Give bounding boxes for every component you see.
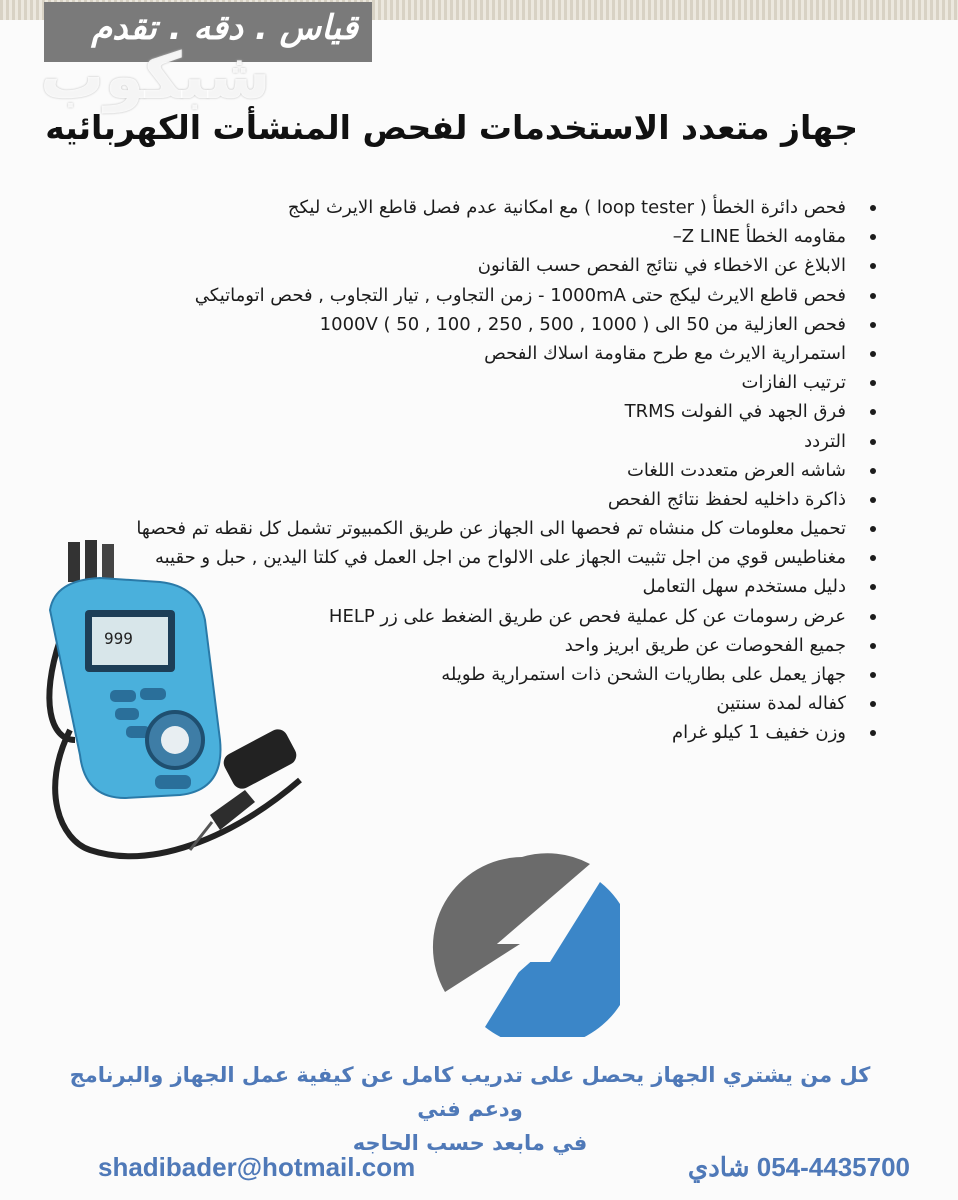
feature-item <box>116 251 876 280</box>
bullet-icon <box>870 234 876 240</box>
bullet-icon <box>870 205 876 211</box>
device-button <box>110 690 136 702</box>
feature-item <box>116 514 876 543</box>
feature-text: فحص دائرة الخطأ ( loop tester ) مع امكانية عدم فصل قاطع الايرث ليكج <box>287 197 846 218</box>
contact-phone[interactable]: 054-4435700 شادي <box>687 1152 910 1182</box>
dial-knob <box>161 726 189 754</box>
tagline-text: قياس . دقه . تقدم <box>91 8 358 48</box>
feature-text: فرق الجهد في الفولت TRMS <box>624 401 846 423</box>
feature-text: ترتيب الفازات <box>741 372 846 394</box>
bullet-icon <box>870 701 876 707</box>
company-logo <box>425 852 620 1037</box>
device-button <box>155 775 191 789</box>
feature-item <box>116 339 876 368</box>
bullet-icon <box>870 643 876 649</box>
feature-item <box>116 397 876 426</box>
training-line-2: في مابعد حسب الحاجه <box>352 1131 588 1155</box>
top-connector <box>68 542 80 582</box>
contact-email[interactable]: shadibader@hotmail.com <box>98 1152 416 1182</box>
tester-device-image <box>30 540 330 860</box>
device-button <box>140 688 166 700</box>
feature-item <box>116 368 876 397</box>
feature-text: جهاز يعمل على بطاريات الشحن ذات استمرارية طويله <box>441 664 846 685</box>
feature-text: فحص قاطع الايرث ليكج حتى 1000mA - زمن التجاوب , تيار التجاوب , فحص اتوماتيكي <box>194 284 846 306</box>
bullet-icon <box>870 380 876 386</box>
feature-text: دليل مستخدم سهل التعامل <box>642 576 846 598</box>
bullet-icon <box>870 526 876 532</box>
bullet-icon <box>870 614 876 620</box>
bullet-icon <box>870 409 876 415</box>
feature-item <box>116 222 876 251</box>
bullet-icon <box>870 730 876 736</box>
bullet-icon <box>870 322 876 328</box>
bullet-icon <box>870 497 876 503</box>
feature-item <box>116 281 876 310</box>
feature-item <box>116 456 876 485</box>
training-note <box>40 1058 900 1160</box>
feature-item <box>116 485 876 514</box>
feature-text: مغناطيس قوي من اجل تثبيت الجهاز على الالواح من اجل العمل في كلتا اليدين , حبل و حقيبه <box>154 547 846 569</box>
feature-item <box>116 310 876 339</box>
bullet-icon <box>870 293 876 299</box>
screen-reading: 999 <box>104 629 133 648</box>
feature-text: التردد <box>804 430 846 452</box>
bullet-icon <box>870 439 876 445</box>
test-probe <box>220 726 300 792</box>
feature-text: كفاله لمدة سنتين <box>716 693 846 715</box>
feature-text: تحميل معلومات كل منشاه تم فحصها الى الجهاز عن طريق الكمبيوتر تشمل كل نقطه تم فحصها <box>136 518 846 540</box>
training-line-1: كل من يشتري الجهاز يحصل على تدريب كامل عن كيفية عمل الجهاز والبرنامج ودعم فني <box>69 1063 871 1121</box>
feature-item <box>116 193 876 222</box>
feature-item <box>116 427 876 456</box>
device-button <box>115 708 139 720</box>
feature-text: شاشه العرض متعددت اللغات <box>626 459 846 481</box>
watermark-logo: شبكوب <box>40 40 271 114</box>
bullet-icon <box>870 555 876 561</box>
bullet-icon <box>870 672 876 678</box>
feature-text: مقاومه الخطأ Z LINE– <box>672 226 846 248</box>
feature-text: ذاكرة داخليه لحفظ نتائج الفحص <box>607 488 846 510</box>
bullet-icon <box>870 263 876 269</box>
bullet-icon <box>870 584 876 590</box>
feature-text: استمرارية الايرث مع طرح مقاومة اسلاك الفحص <box>484 342 846 364</box>
feature-text: وزن خفيف 1 كيلو غرام <box>672 722 846 744</box>
bullet-icon <box>870 351 876 357</box>
feature-text: الابلاغ عن الاخطاء في نتائج الفحص حسب القانون <box>477 255 846 277</box>
feature-text: جميع الفحوصات عن طريق ابريز واحد <box>564 634 846 656</box>
feature-text: عرض رسومات عن كل عملية فحص عن طريق الضغط على زر HELP <box>328 605 846 627</box>
page-title: جهاز متعدد الاستخدمات لفحص المنشأت الكهربائيه <box>45 108 858 147</box>
top-connector <box>85 540 97 582</box>
bullet-icon <box>870 468 876 474</box>
feature-text: فحص العازلية من 50 الى 1000V ( 50 , 100 , 250 , 500 , 1000 ) <box>319 313 846 335</box>
